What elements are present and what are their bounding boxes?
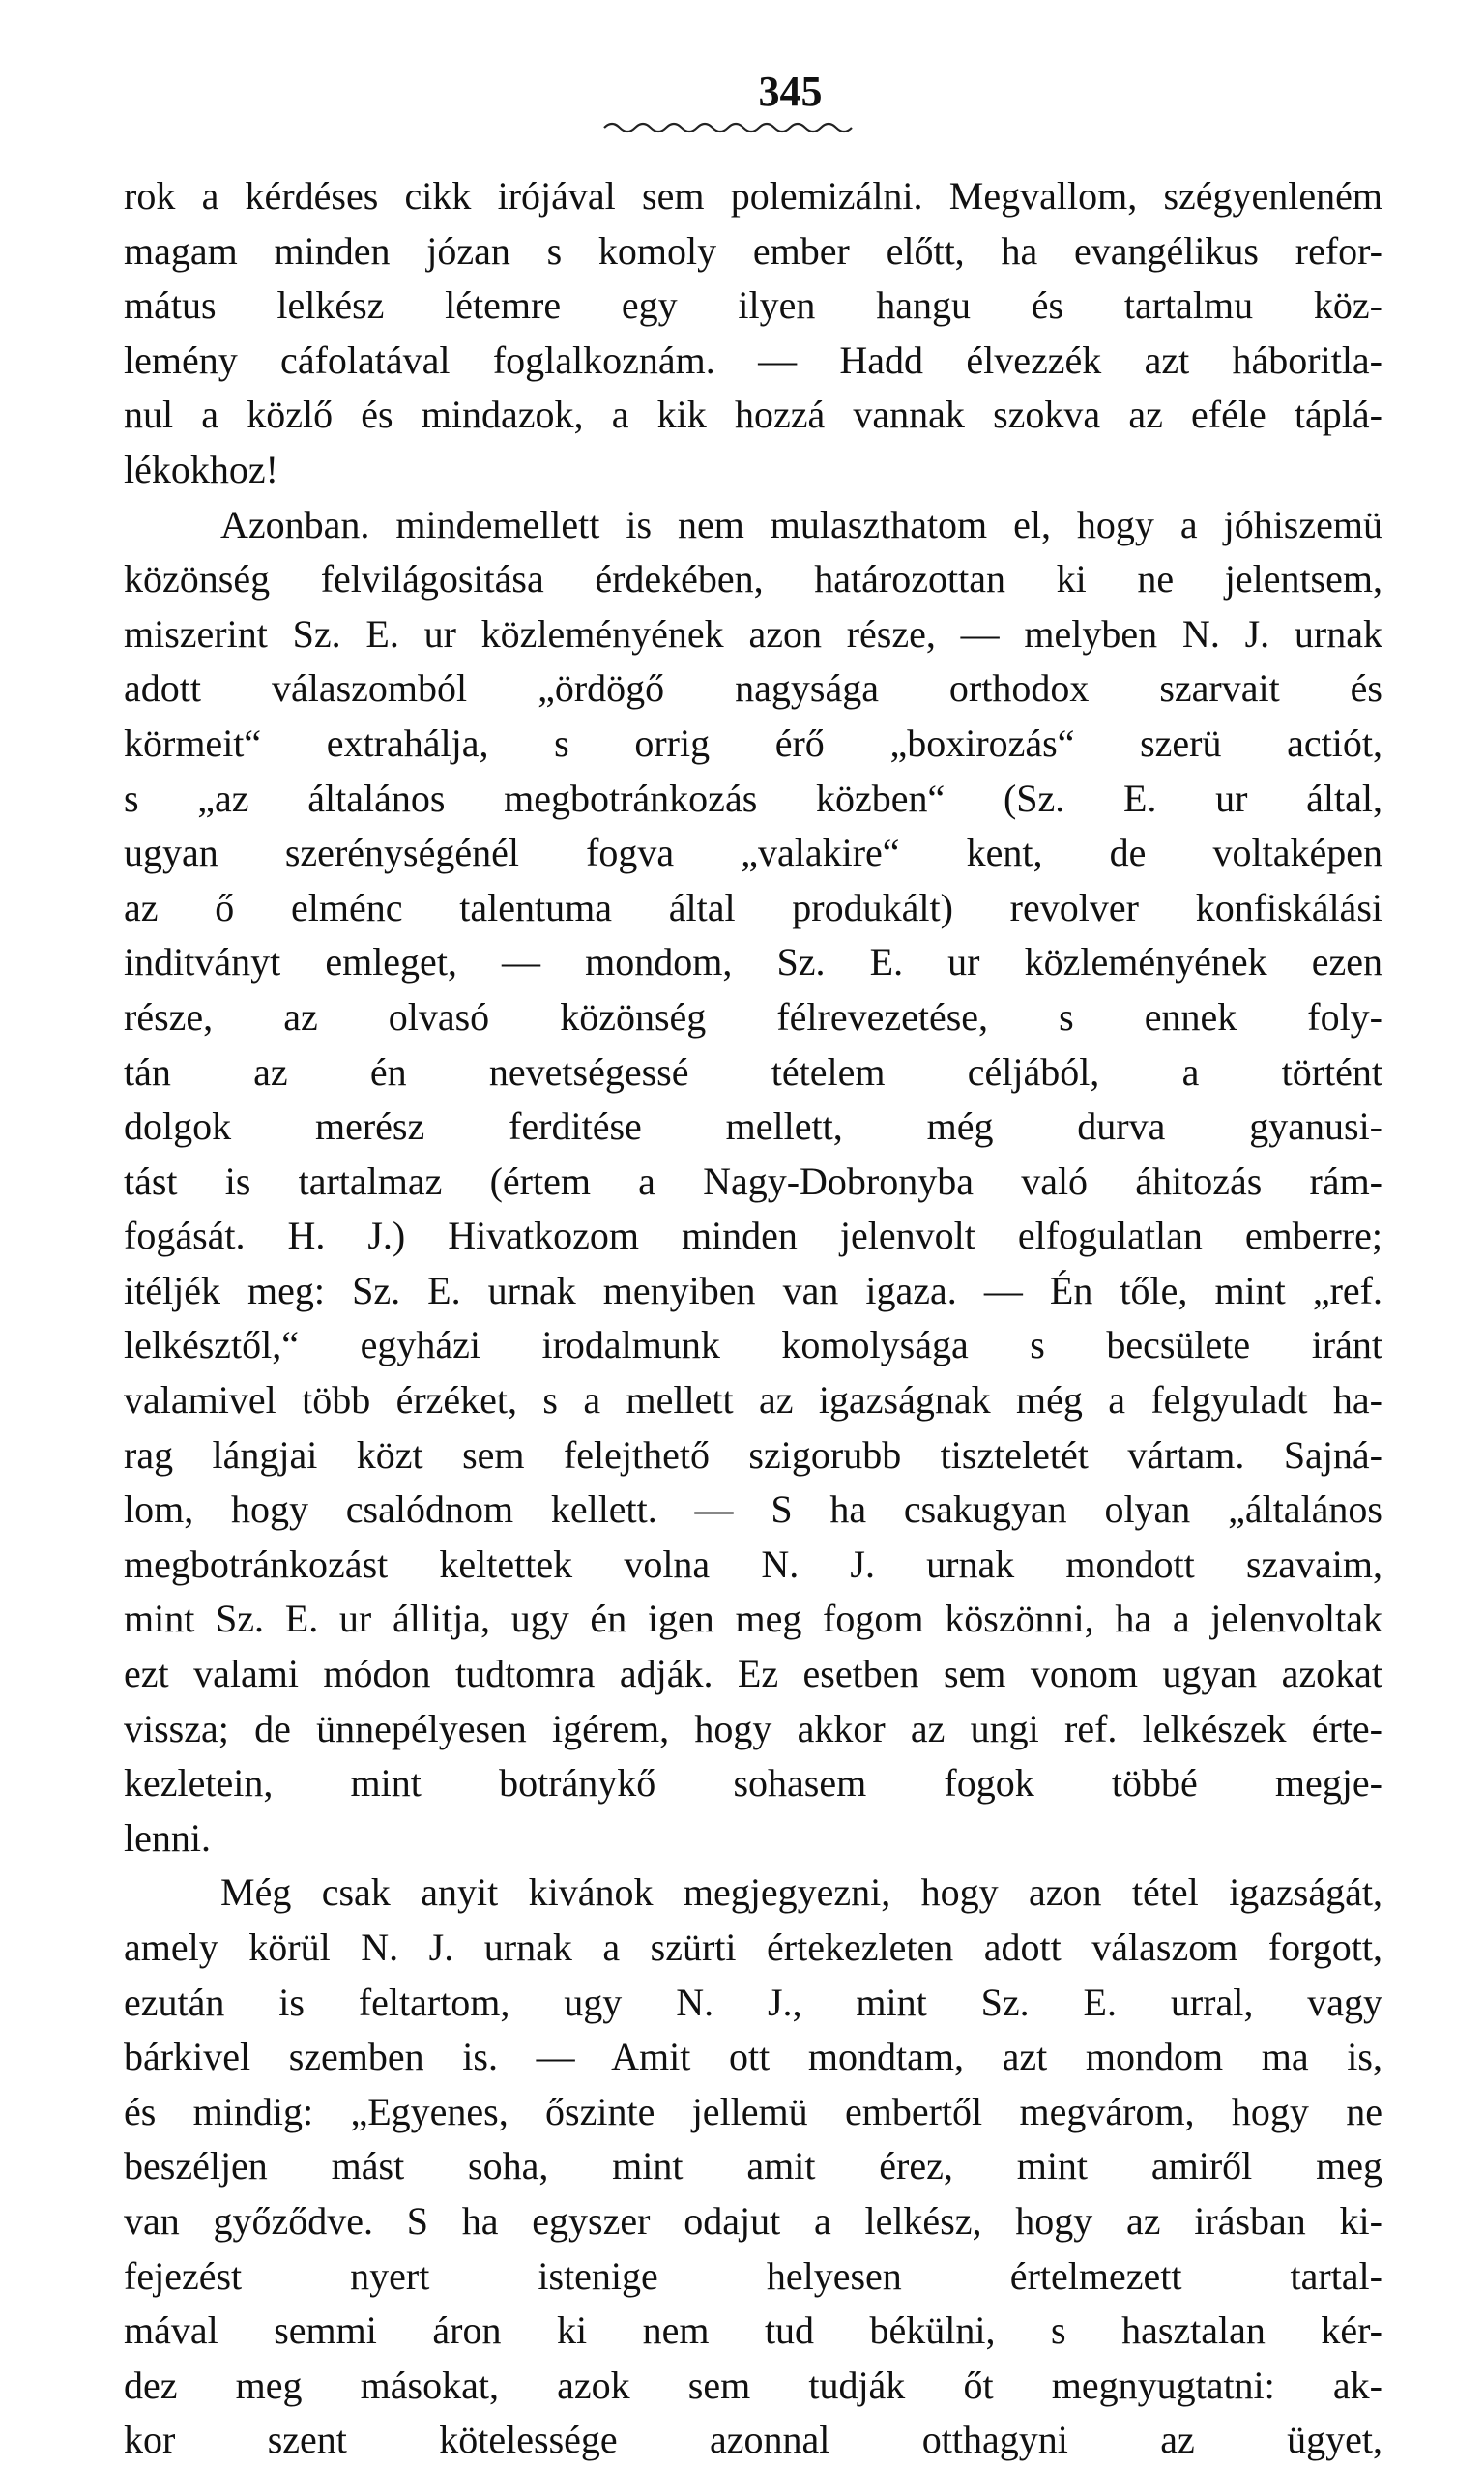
text-line: rag lángjai közt sem felejthető szigorubb tiszteletét vártam. Sajná- [124,1432,1382,1477]
text-line: itéljék meg: Sz. E. urnak menyiben van igaza. — Én tőle, mint „ref. [124,1268,1382,1312]
text-line: Még csak anyit kivánok megjegyezni, hogy azon tétel igazságát, [220,1870,1382,1915]
text-line: fogását. H. J.) Hivatkozom minden jelenvolt elfogulatlan emberre; [124,1214,1382,1258]
page-number: 345 [758,68,823,115]
text-line: része, az olvasó közönség félrevezetése, s ennek foly- [124,994,1382,1039]
text-line: mával semmi áron ki nem tud békülni, s hasztalan kér- [124,2308,1382,2353]
text-line: beszéljen mást soha, mint amit érez, mint amiről meg [124,2144,1382,2189]
text-line: körmeit“ extrahálja, s orrig érő „boxirozás“ szerü actiót, [124,720,1382,765]
text-line: az ő elménc talentuma által produkált) revolver konfiskálási [124,885,1382,929]
text-line: bárkivel szemben is. — Amit ott mondtam, azt mondom ma is, [124,2035,1382,2079]
text-line: valamivel több érzéket, s a mellett az igazságnak még a felgyuladt ha- [124,1378,1382,1423]
decorative-wave-rule [599,114,860,139]
text-line: tást is tartalmaz (értem a Nagy-Dobronyba való áhitozás rám- [124,1159,1382,1203]
text-line: és mindig: „Egyenes, őszinte jellemü embertől megvárom, hogy ne [124,2089,1382,2133]
text-line: van győződve. S ha egyszer odajut a lelkész, hogy az irásban ki- [124,2198,1382,2243]
text-line: dez meg másokat, azok sem tudják őt megnyugtatni: ak- [124,2363,1382,2407]
text-line: fejezést nyert istenige helyesen értelmezett tartal- [124,2253,1382,2298]
text-line: ugyan szerénységénél fogva „valakire“ kent, de voltaképen [124,831,1382,875]
text-line: közönség felvilágositása érdekében, határozottan ki ne jelentsem, [124,557,1382,602]
text-line: mint Sz. E. ur állitja, ugy én igen meg fogom köszönni, ha a jelenvoltak [124,1597,1382,1641]
text-line: magam minden józan s komoly ember előtt, ha evangélikus refor- [124,228,1382,273]
text-line: amely körül N. J. urnak a szürti értekezleten adott válaszom forgott, [124,1925,1382,1969]
text-line: lom, hogy csalódnom kellett. — S ha csakugyan olyan „általános [124,1487,1382,1532]
text-line: mátus lelkész létemre egy ilyen hangu és tartalmu köz- [124,283,1382,328]
text-line: lékokhoz! [124,447,278,491]
text-line: lemény cáfolatával foglalkoznám. — Hadd élvezzék azt háboritla- [124,338,1382,382]
body-text [124,169,1382,2468]
text-line: kor szent kötelessége azonnal otthagyni az ügyet, [124,2418,1382,2462]
text-line: ezt valami módon tudtomra adják. Ez esetben sem vonom ugyan azokat [124,1652,1382,1696]
text-line: vissza; de ünnepélyesen igérem, hogy akkor az ungi ref. lelkészek érte- [124,1706,1382,1750]
text-line: tán az én nevetségessé tételem céljából, a történt [124,1049,1382,1094]
text-line: Azonban. mindemellett is nem mulaszthatom el, hogy a jóhiszemü [220,502,1382,546]
text-line: lenni. [124,1815,211,1860]
text-line: rok a kérdéses cikk irójával sem polemizálni. Megvallom, szégyenleném [124,174,1382,218]
text-line: inditványt emleget, — mondom, Sz. E. ur közleményének ezen [124,940,1382,984]
text-line: megbotránkozást keltettek volna N. J. urnak mondott szavaim, [124,1542,1382,1586]
text-line: nul a közlő és mindazok, a kik hozzá vannak szokva az eféle táplá- [124,393,1382,437]
text-line: ezután is feltartom, ugy N. J., mint Sz. E. urral, vagy [124,1980,1382,2024]
text-line: adott válaszomból „ördögő nagysága orthodox szarvait és [124,666,1382,711]
text-line: kezletein, mint botránykő sohasem fogok többé megje- [124,1761,1382,1806]
text-line: lelkésztől,“ egyházi irodalmunk komolysága s becsülete iránt [124,1323,1382,1367]
text-line: dolgok merész ferditése mellett, még durva gyanusi- [124,1104,1382,1149]
text-line: s „az általános megbotránkozás közben“ (Sz. E. ur által, [124,776,1382,820]
text-line: miszerint Sz. E. ur közleményének azon része, — melyben N. J. urnak [124,611,1382,656]
